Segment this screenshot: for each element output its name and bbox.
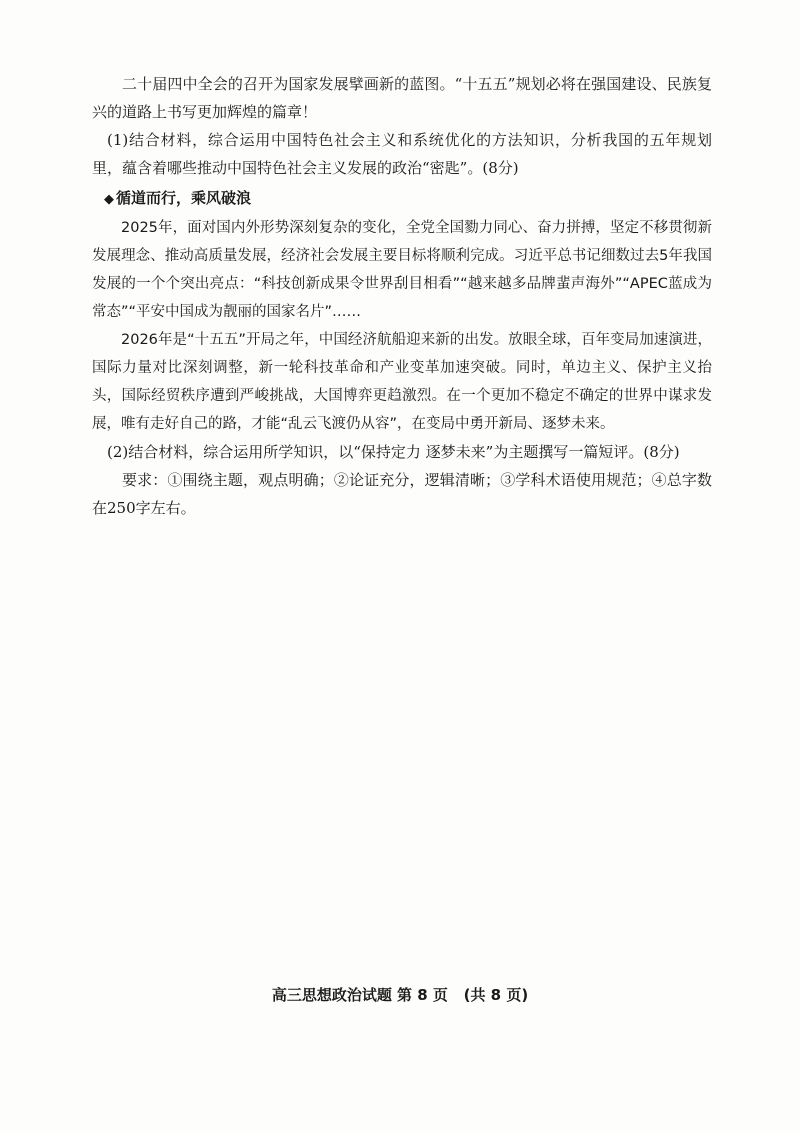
page-footer: 高三思想政治试题 第 8 页 (共 8 页) (271, 986, 529, 1004)
section-title: 循道而行，乘风破浪 (116, 189, 252, 207)
question-1: (1)结合材料，综合运用中国特色社会主义和系统优化的方法知识，分析我国的五年规划里，蕴含着哪些推动中国特色社会主义发展的政治“密匙”。(8分) (92, 131, 712, 177)
intro-paragraph: 二十届四中全会的召开为国家发展擘画新的蓝图。“十五五”规划必将在强国建设、民族复兴的道路上书写更加辉煌的篇章！ (92, 75, 712, 121)
page-content (92, 70, 712, 522)
question-2-requirements: 要求：①围绕主题，观点明确；②论证充分，逻辑清晰；③学科术语使用规范；④总字数在250字左右。 (92, 471, 712, 517)
material-paragraph-2: 2026年是“十五五”开局之年，中国经济航船迎来新的出发。放眼全球，百年变局加速演进，国际力量对比深刻调整，新一轮科技革命和产业变革加速突破。同时，单边主义、保护主义抬头，国际经贸秩序遭到严峻挑战，大国博弈更趋激烈。在一个更加不稳定不确定的世界中谋求发展，唯有走好自己的路，才能“乱云飞渡仍从容”，在变局中勇开新局、逐梦未来。 (92, 332, 712, 432)
material-paragraph-1: 2025年，面对国内外形势深刻复杂的变化，全党全国勠力同心、奋力拼搏，坚定不移贯彻新发展理念、推动高质量发展，经济社会发展主要目标将顺利完成。习近平总书记细数过去5年我国发展的一个个突出亮点：“科技创新成果令世界刮目相看”“越来越多品牌蜚声海外”“APEC蓝成为常态”“平安中国成为靓丽的国家名片”…… (92, 220, 712, 320)
section-heading (92, 184, 712, 214)
diamond-icon: ◆ (104, 192, 114, 207)
question-2: (2)结合材料，综合运用所学知识，以“保持定力 逐梦未来”为主题撰写一篇短评。(8分) (107, 443, 680, 461)
